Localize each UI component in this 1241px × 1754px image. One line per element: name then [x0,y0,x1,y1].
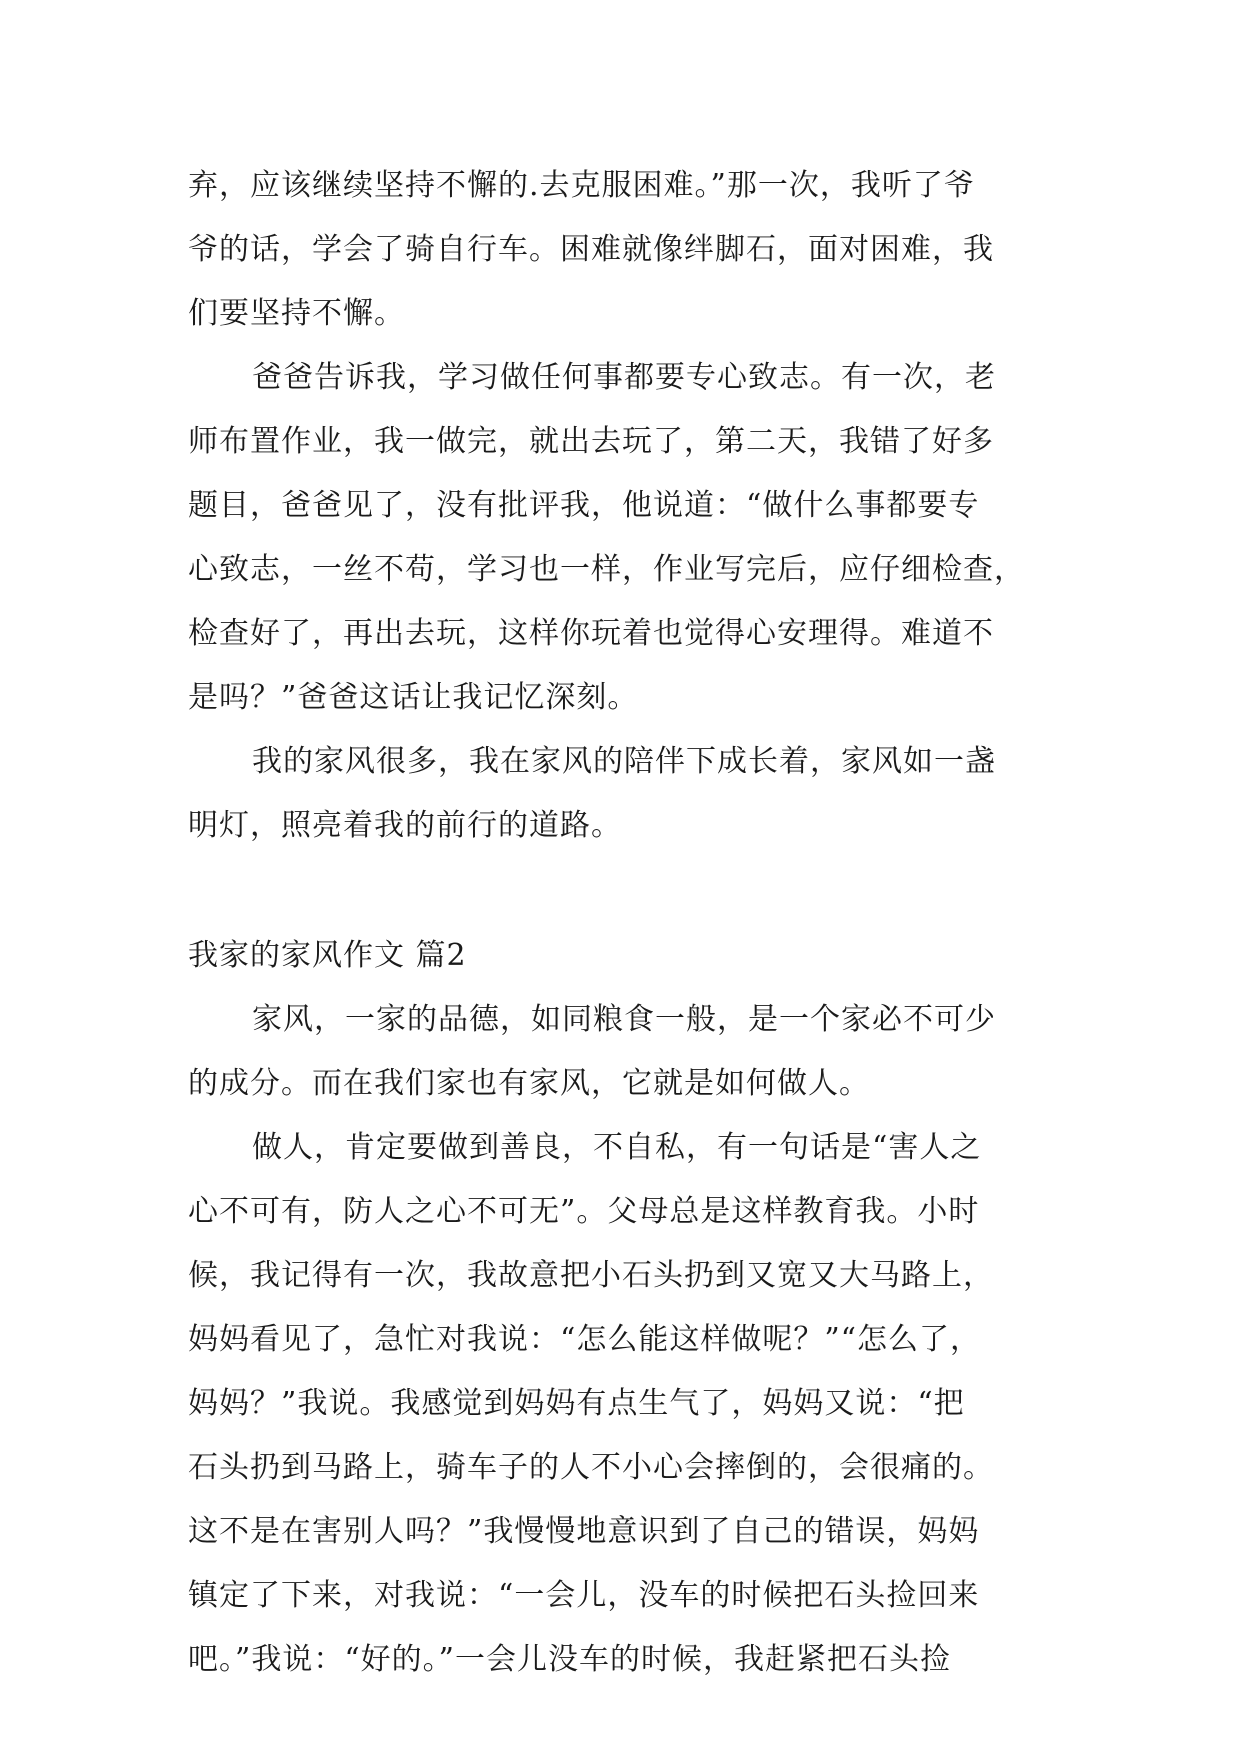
text-line: 候，我记得有一次，我故意把小石头扔到又宽又大马路上， [188,1258,994,1293]
text-line: 镇定了下来，对我说：“一会儿，没车的时候把石头捡回来 [188,1578,980,1613]
paragraph [188,988,1068,1116]
text-line: 心不可有，防人之心不可无”。父母总是这样教育我。小时 [188,1194,980,1229]
text-line: 们要坚持不懈。 [188,296,405,331]
text-line: 的成分。而在我们家也有家风，它就是如何做人。 [188,1066,870,1101]
text-line: 妈妈看见了，急忙对我说：“怎么能这样做呢？”“怎么了， [188,1322,982,1357]
paragraph [188,1116,1068,1692]
paragraph [188,730,1068,858]
text-line: 师布置作业，我一做完，就出去玩了，第二天，我错了好多 [188,424,994,459]
text-line: 石头扔到马路上，骑车子的人不小心会摔倒的，会很痛的。 [188,1450,994,1485]
text-line: 题目，爸爸见了，没有批评我，他说道：“做什么事都要专 [188,488,980,523]
paragraph [188,154,1068,346]
text-line: 这不是在害别人吗？”我慢慢地意识到了自己的错误，妈妈 [188,1514,980,1549]
text-line: 是吗？”爸爸这话让我记忆深刻。 [188,680,639,715]
text-line: 妈妈？”我说。我感觉到妈妈有点生气了，妈妈又说：“把 [188,1386,965,1421]
document-body [188,154,1068,1692]
paragraph [188,346,1068,730]
text-line: 心致志，一丝不苟，学习也一样，作业写完后，应仔细检查， [188,552,1025,587]
text-line: 爸爸告诉我，学习做任何事都要专心致志。有一次，老 [252,360,996,395]
text-line: 我的家风很多，我在家风的陪伴下成长着，家风如一盏 [252,744,996,779]
text-line: 明灯，照亮着我的前行的道路。 [188,808,622,843]
section-gap [188,858,1068,924]
text-line: 检查好了，再出去玩，这样你玩着也觉得心安理得。难道不 [188,616,994,651]
text-line: 做人，肯定要做到善良，不自私，有一句话是“害人之 [252,1130,982,1165]
text-line: 弃，应该继续坚持不懈的.去克服困难。”那一次，我听了爷 [188,168,975,203]
text-line: 吧。”我说：“好的。”一会儿没车的时候，我赶紧把石头捡 [188,1642,952,1677]
text-line: 家风，一家的品德，如同粮食一般，是一个家必不可少 [252,1002,996,1037]
section-heading: 我家的家风作文 篇2 [188,938,467,973]
text-line: 爷的话，学会了骑自行车。困难就像绊脚石，面对困难，我 [188,232,994,267]
